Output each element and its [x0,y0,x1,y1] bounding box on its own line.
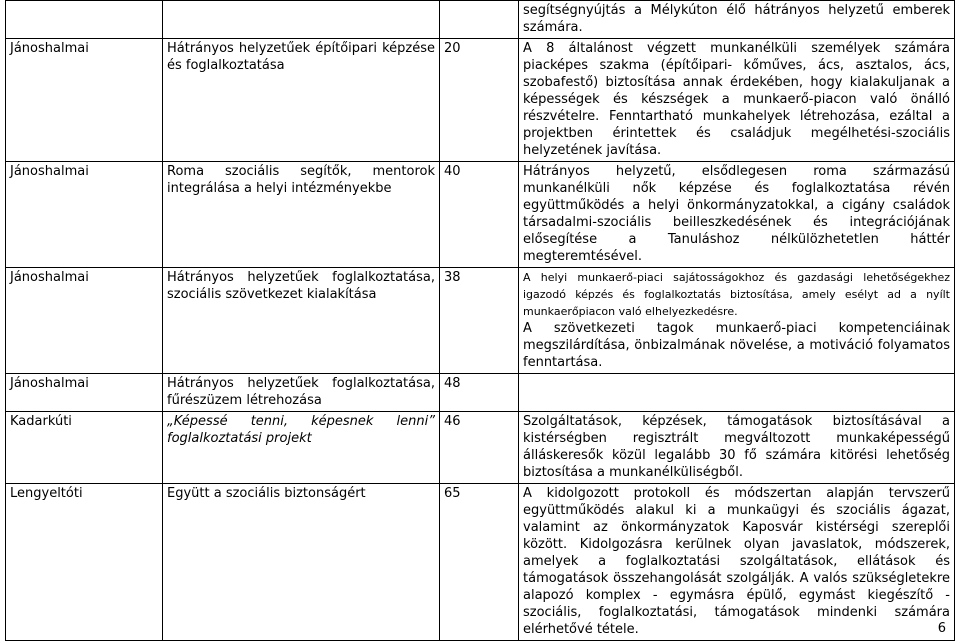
description-small-text: A helyi munkaerő-piaci sajátosságokhoz és gazdasági lehetőségekhez igazodó képzés és foglalkoztatás biztosítása, amely esélyt ad a nyílt munkaerőpiacon való elhelyezkedésre. [523,271,950,318]
location-cell: Jánoshalmai [6,39,163,162]
amount-cell: 48 [440,374,519,412]
page-number: 6 [937,621,946,636]
description-cell: segítségnyújtás a Mélykúton élő hátrányos helyzetű emberek számára. [519,1,955,39]
description-cell: A 8 általánost végzett munkanélküli személyek számára piacképes szakma (építőipari- kőműves, ács, asztalos, ács, szobafestő) biztosítása annak érdekében, hogy kialakuljanak a képességek és készségek a munkaerő-piacon való önálló részvételre. Fenntartható munkahelyek létrehozása, ezáltal a projektben érintettek és családjuk megélhetési-szociális helyzetének javítása. [519,39,955,162]
project-cell: Hátrányos helyzetűek építőipari képzése és foglalkoztatása [163,39,440,162]
table-row [6,412,955,484]
location-cell: Jánoshalmai [6,162,163,268]
project-cell: Hátrányos helyzetűek foglalkoztatása, fűrészüzem létrehozása [163,374,440,412]
project-cell: Hátrányos helyzetűek foglalkoztatása, szociális szövetkezet kialakítása [163,268,440,374]
description-cell [519,374,955,412]
description-cell: Hátrányos helyzetű, elsődlegesen roma származású munkanélküli nők képzése és foglalkoztatása révén együttműködés a helyi önkormányzatokkal, a cigány családok társadalmi-szociális beilleszkedésének és integrációjának elősegítése a Tanuláshoz nélkülözhetetlen háttér megteremtésével. [519,162,955,268]
project-cell: „Képessé tenni, képesnek lenni” foglalkoztatási projekt [163,412,440,484]
location-cell: Jánoshalmai [6,268,163,374]
amount-cell: 65 [440,484,519,641]
amount-cell: 20 [440,39,519,162]
location-cell: Jánoshalmai [6,374,163,412]
project-cell: Együtt a szociális biztonságért [163,484,440,641]
location-cell [6,1,163,39]
project-cell [163,1,440,39]
project-cell: Roma szociális segítők, mentorok integrálása a helyi intézményekbe [163,162,440,268]
location-cell: Lengyeltóti [6,484,163,641]
description-text: A szövetkezeti tagok munkaerő-piaci kompetenciáinak megszilárdítása, önbizalmának növelése, a motiváció folyamatos fenntartása. [523,321,950,370]
amount-cell: 40 [440,162,519,268]
table-row [6,374,955,412]
table-row [6,1,955,39]
amount-cell [440,1,519,39]
table-row [6,39,955,162]
description-cell: A kidolgozott protokoll és módszertan alapján tervszerű együttműködés alakul ki a munkaügyi és szociális ágazat, valamint az önkormányzatok Kaposvár kistérségi szereplői között. Kidolgozásra kerülnek olyan javaslatok, módszerek, amelyek a foglalkoztatási szolgáltatások, ellátások és támogatások összehangolását szolgálják. A valós szükségletekre alapozó komplex - egymásra épülő, egymást kiegészítő - szociális, foglalkoztatási, támogatások mindenki számára elérhetővé tétele. [519,484,955,641]
table-row [6,268,955,374]
description-cell [519,268,955,374]
table-row [6,484,955,641]
amount-cell: 38 [440,268,519,374]
table-row [6,162,955,268]
projects-table [5,0,955,641]
amount-cell: 46 [440,412,519,484]
location-cell: Kadarkúti [6,412,163,484]
description-cell: Szolgáltatások, képzések, támogatások biztosításával a kistérségben regisztrált megváltozott munkaképességű álláskeresők közül legalább 30 fő számára kitörési lehetőség biztosítása a munkanélküliségből. [519,412,955,484]
